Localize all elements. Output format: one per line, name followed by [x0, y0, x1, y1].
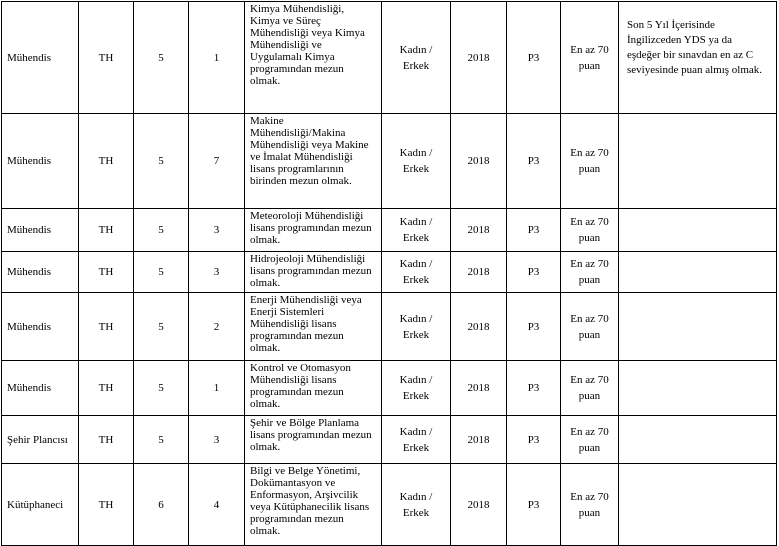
position-cell: Mühendis: [2, 361, 79, 416]
note-cell: [619, 464, 777, 546]
kpss-year-cell: 2018: [451, 2, 507, 114]
position-cell: Mühendis: [2, 252, 79, 293]
degree-cell: 5: [134, 252, 189, 293]
degree-cell: 5: [134, 361, 189, 416]
score-type-cell: P3: [507, 361, 561, 416]
min-score-cell: En az 70 puan: [561, 361, 619, 416]
gender-cell: Kadın / Erkek: [382, 2, 451, 114]
kpss-year-cell: 2018: [451, 464, 507, 546]
note-cell: [619, 416, 777, 464]
position-cell: Mühendis: [2, 2, 79, 114]
kpss-year-cell: 2018: [451, 114, 507, 209]
position-cell: Mühendis: [2, 209, 79, 252]
class-cell: TH: [79, 209, 134, 252]
gender-cell: Kadın / Erkek: [382, 252, 451, 293]
min-score-cell: En az 70 puan: [561, 252, 619, 293]
class-cell: TH: [79, 416, 134, 464]
position-cell: Kütüphaneci: [2, 464, 79, 546]
gender-cell: Kadın / Erkek: [382, 361, 451, 416]
count-cell: 1: [189, 2, 245, 114]
note-cell: Son 5 Yıl İçerisinde İngilizceden YDS ya da eşdeğer bir sınavdan en az C seviyesinde puan almış olmak.: [619, 2, 777, 114]
gender-cell: Kadın / Erkek: [382, 293, 451, 361]
min-score-cell: En az 70 puan: [561, 416, 619, 464]
position-cell: Mühendis: [2, 114, 79, 209]
kpss-year-cell: 2018: [451, 293, 507, 361]
count-cell: 1: [189, 361, 245, 416]
note-cell: [619, 114, 777, 209]
count-cell: 3: [189, 209, 245, 252]
score-type-cell: P3: [507, 293, 561, 361]
note-cell: [619, 293, 777, 361]
position-cell: Şehir Plancısı: [2, 416, 79, 464]
count-cell: 4: [189, 464, 245, 546]
class-cell: TH: [79, 464, 134, 546]
kpss-year-cell: 2018: [451, 252, 507, 293]
note-cell: [619, 361, 777, 416]
class-cell: TH: [79, 293, 134, 361]
table-row: [2, 252, 777, 293]
score-type-cell: P3: [507, 114, 561, 209]
qualification-cell: Kimya Mühendisliği, Kimya ve Süreç Mühendisliği veya Kimya Mühendisliği ve Uygulamalı Kimya programından mezun olmak.: [245, 2, 382, 114]
note-cell: [619, 252, 777, 293]
table-row: [2, 2, 777, 114]
qualification-cell: Hidrojeoloji Mühendisliği lisans programından mezun olmak.: [245, 252, 382, 293]
table-row: [2, 114, 777, 209]
gender-cell: Kadın / Erkek: [382, 114, 451, 209]
degree-cell: 5: [134, 416, 189, 464]
class-cell: TH: [79, 361, 134, 416]
kpss-year-cell: 2018: [451, 209, 507, 252]
score-type-cell: P3: [507, 416, 561, 464]
degree-cell: 5: [134, 114, 189, 209]
qualification-cell: Kontrol ve Otomasyon Mühendisliği lisans programından mezun olmak.: [245, 361, 382, 416]
gender-cell: Kadın / Erkek: [382, 416, 451, 464]
qualification-cell: Bilgi ve Belge Yönetimi, Dokümantasyon ve Enformasyon, Arşivcilik veya Kütüphanecilik lisans programından mezun olmak.: [245, 464, 382, 546]
score-type-cell: P3: [507, 252, 561, 293]
table-row: [2, 209, 777, 252]
count-cell: 3: [189, 252, 245, 293]
count-cell: 3: [189, 416, 245, 464]
position-cell: Mühendis: [2, 293, 79, 361]
score-type-cell: P3: [507, 2, 561, 114]
degree-cell: 5: [134, 293, 189, 361]
table-row: [2, 361, 777, 416]
min-score-cell: En az 70 puan: [561, 114, 619, 209]
min-score-cell: En az 70 puan: [561, 464, 619, 546]
table-row: [2, 464, 777, 546]
score-type-cell: P3: [507, 464, 561, 546]
min-score-cell: En az 70 puan: [561, 293, 619, 361]
gender-cell: Kadın / Erkek: [382, 464, 451, 546]
min-score-cell: En az 70 puan: [561, 209, 619, 252]
qualification-cell: Makine Mühendisliği/Makina Mühendisliği veya Makine ve İmalat Mühendisliği lisans programlarının birinden mezun olmak.: [245, 114, 382, 209]
count-cell: 2: [189, 293, 245, 361]
kpss-year-cell: 2018: [451, 361, 507, 416]
table-row: [2, 293, 777, 361]
positions-table: [1, 1, 777, 546]
qualification-cell: Enerji Mühendisliği veya Enerji Sistemleri Mühendisliği lisans programından mezun olmak.: [245, 293, 382, 361]
qualification-cell: Meteoroloji Mühendisliği lisans programından mezun olmak.: [245, 209, 382, 252]
degree-cell: 6: [134, 464, 189, 546]
table-row: [2, 416, 777, 464]
gender-cell: Kadın / Erkek: [382, 209, 451, 252]
qualification-cell: Şehir ve Bölge Planlama lisans programından mezun olmak.: [245, 416, 382, 464]
degree-cell: 5: [134, 2, 189, 114]
count-cell: 7: [189, 114, 245, 209]
class-cell: TH: [79, 2, 134, 114]
note-cell: [619, 209, 777, 252]
degree-cell: 5: [134, 209, 189, 252]
class-cell: TH: [79, 114, 134, 209]
kpss-year-cell: 2018: [451, 416, 507, 464]
score-type-cell: P3: [507, 209, 561, 252]
min-score-cell: En az 70 puan: [561, 2, 619, 114]
class-cell: TH: [79, 252, 134, 293]
